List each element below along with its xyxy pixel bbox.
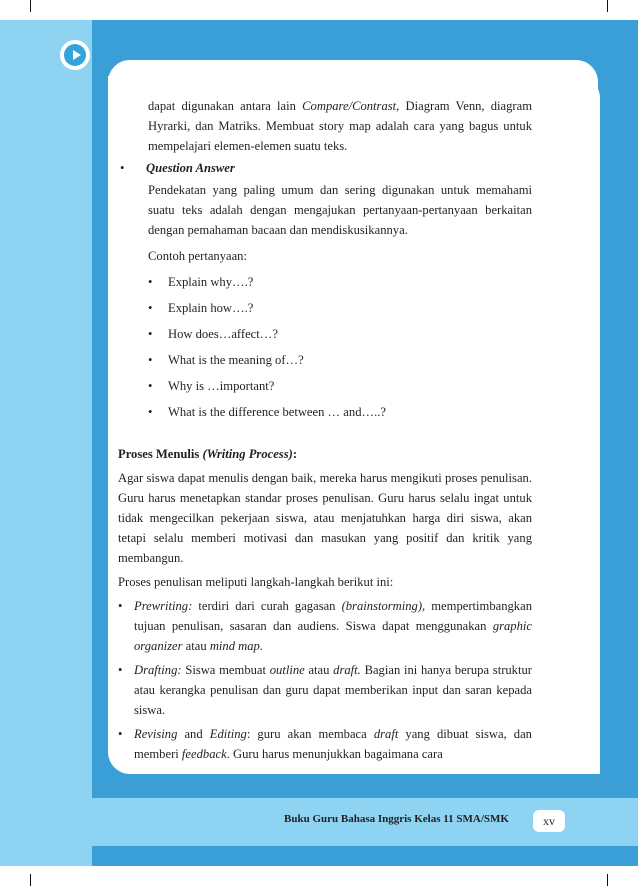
drafting-text-3: Bagian ini hanya berupa struktur atau kerangka penulisan dan guru dapat memberikan input dan saran kepada siswa. [134,663,532,717]
question-text: What is the meaning of…? [168,353,304,367]
footer-book-title: Buku Guru Bahasa Inggris Kelas 11 SMA/SMK [284,813,509,825]
revising-text: : guru akan membaca [246,727,367,741]
qa-heading [118,158,532,178]
list-item-prewriting [118,596,532,656]
revising-term-3: feedback [181,747,227,761]
page-content [118,96,532,764]
langkah-text: Proses penulisan meliputi langkah-langkah berikut ini: [118,575,394,589]
langkah-paragraph [118,572,532,592]
revising-text-3: . Guru harus menunjukkan bagaimana cara [226,747,443,761]
list-item [118,272,532,292]
question-text: How does…affect…? [168,327,278,341]
bullet-icon: • [118,599,123,613]
list-item [118,350,532,370]
proses-body: Agar siswa dapat menulis dengan baik, mereka harus mengikuti proses penulisan. Guru harus menetapkan standar proses penulisan. Guru harus selalu ingat untuk tidak mengecilkan pekerjaan siswa, atau menjatuhkan harga diri siswa, akan tetapi selalu memberi motivasi dan masukan yang positif dan kritik yang membangun. [118,471,532,565]
qa-paragraph [148,180,532,240]
prewriting-text: terdiri dari curah gagasan [198,599,336,613]
contoh-label [148,246,532,266]
revising-term-2: draft [373,727,399,741]
list-item-drafting [118,660,532,720]
crop-mark [607,874,608,886]
play-icon-circle [64,44,86,66]
bullet-icon: • [148,379,153,393]
bullet-icon: • [118,727,123,741]
question-text: What is the difference between … and…..? [168,405,386,419]
bullet-icon: • [118,663,123,677]
crop-mark [30,0,31,12]
question-text: Why is …important? [168,379,275,393]
list-item-revising [118,724,532,764]
question-text: Explain how….? [168,301,254,315]
list-item [118,376,532,396]
revising-term: Revising [134,727,178,741]
section-title: Proses Menulis [118,447,200,461]
list-item [118,298,532,318]
drafting-term-3: draft. [333,663,361,677]
section-title-colon: : [292,447,298,461]
list-item [118,402,532,422]
intro-text: dapat digunakan antara lain [148,99,296,113]
left-margin-band [0,20,92,866]
prewriting-text-3: atau [185,639,207,653]
crop-mark [607,0,608,12]
prewriting-term-3: graphic organizer [134,619,532,653]
play-icon [60,40,90,70]
prewriting-term: Prewriting: [134,599,193,613]
prewriting-text-2: mempertimbangkan tujuan penulisan, sasaran dan audiens. Siswa dapat menggunakan [134,599,532,633]
drafting-term: Drafting: [134,663,182,677]
bullet-icon: • [148,301,153,315]
revising-and: and [184,727,203,741]
editing-term: Editing [209,727,247,741]
bullet-icon: • [148,275,153,289]
drafting-text: Siswa membuat [185,663,266,677]
drafting-text-2: atau [308,663,330,677]
qa-title: Question Answer [146,161,235,175]
contoh-text: Contoh pertanyaan: [148,249,247,263]
revising-text-2: yang dibuat siswa, dan memberi [134,727,532,761]
proses-paragraph [118,468,532,568]
bullet-icon: • [148,327,153,341]
crop-mark [30,874,31,886]
intro-emphasis: Compare/Contrast, [302,99,400,113]
section-heading [118,444,532,464]
bullet-icon: • [148,405,153,419]
qa-body: Pendekatan yang paling umum dan sering digunakan untuk memahami suatu teks adalah dengan mengajukan pertanyaan-pertanyaan berkaitan dengan pemahaman bacaan dan mendiskusikannya. [148,183,532,237]
intro-text-2: Diagram Venn, diagram Hyrarki, dan Matriks. Membuat story map adalah cara yang bagus untuk mempelajari elemen-elemen suatu teks. [148,99,533,153]
bullet-icon: • [148,353,153,367]
page-number: xv [533,810,565,832]
play-icon-triangle [73,50,81,60]
bullet-icon: • [120,161,125,175]
intro-paragraph [148,96,532,156]
prewriting-term-2: (brainstorming), [341,599,426,613]
question-text: Explain why….? [168,275,254,289]
section-title-emphasis: (Writing Process) [202,447,293,461]
list-item [118,324,532,344]
prewriting-term-4: mind map. [209,639,263,653]
drafting-term-2: outline [269,663,305,677]
